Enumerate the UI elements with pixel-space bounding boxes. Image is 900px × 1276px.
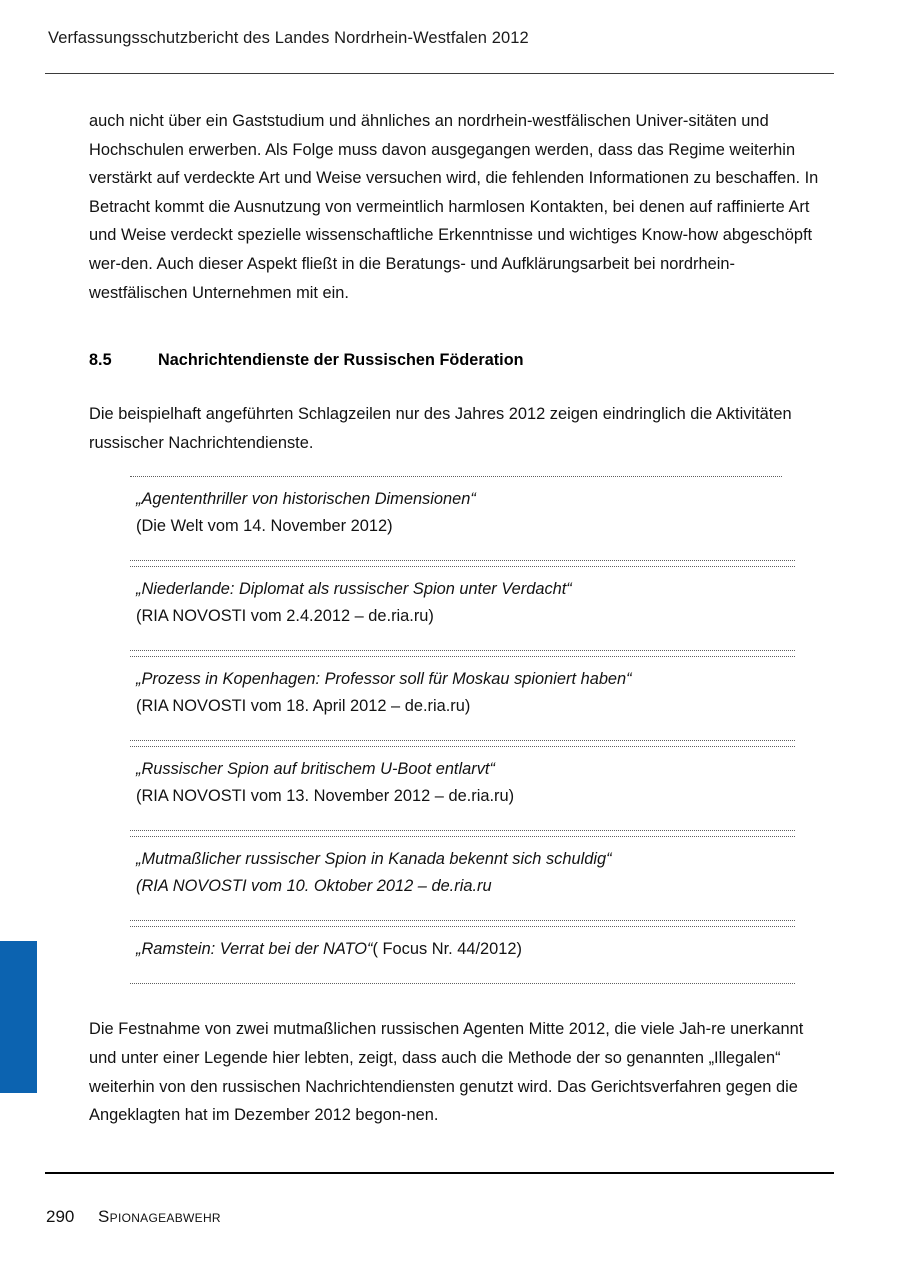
quote-item <box>130 837 795 910</box>
quote-item <box>130 657 795 730</box>
footer-divider-rule <box>45 1172 834 1174</box>
quote-headline: „Prozess in Kopenhagen: Professor soll für Moskau spioniert haben“ <box>136 670 632 689</box>
quote-headline: „Mutmaßlicher russischer Spion in Kanada bekennt sich schuldig“ <box>136 850 612 869</box>
quote-source: (RIA NOVOSTI vom 13. November 2012 – de.ria.ru) <box>136 787 515 806</box>
paragraph-closing: Die Festnahme von zwei mutmaßlichen russischen Agenten Mitte 2012, die viele Jah-re unerkannt und unter einer Legende hier lebten, zeigt, dass auch die Methode der so genannten „Illegalen“ weiterhin von den russischen Nachrichtendiensten genutzt wird. Das Gerichtsverfahren gegen die Angeklagten hat im Dezember 2012 begon-nen. <box>89 1020 804 1125</box>
page-footer <box>46 1207 221 1227</box>
quote-source: ( Focus Nr. 44/2012) <box>372 940 522 959</box>
header-divider-rule <box>45 73 834 74</box>
quote-item <box>130 927 795 973</box>
page-content <box>89 107 833 1130</box>
chapter-color-tab <box>0 941 37 1093</box>
section-title: Nachrichtendienste der Russischen Föderation <box>158 351 524 370</box>
section-number: 8.5 <box>89 351 112 370</box>
quote-headline: „Niederlande: Diplomat als russischer Spion unter Verdacht“ <box>136 580 572 599</box>
section-heading <box>89 351 833 370</box>
quote-source: (Die Welt vom 14. November 2012) <box>136 517 393 536</box>
quote-source: (RIA NOVOSTI vom 2.4.2012 – de.ria.ru) <box>136 607 434 626</box>
paragraph-intro: Die beispielhaft angeführten Schlagzeilen nur des Jahres 2012 zeigen eindringlich die Aktivitäten russischer Nachrichtendienste. <box>89 405 792 452</box>
quote-item <box>130 477 795 550</box>
quote-source: (RIA NOVOSTI vom 10. Oktober 2012 – de.ria.ru <box>136 877 492 896</box>
running-header-title: Verfassungsschutzbericht des Landes Nordrhein-Westfalen 2012 <box>48 29 529 47</box>
quote-headline-row <box>136 936 795 963</box>
paragraph-continuation: auch nicht über ein Gaststudium und ähnliches an nordrhein-westfälischen Univer-sitäten und Hochschulen erwerben. Als Folge muss davon ausgegangen werden, dass das Regime weiterhin verstärkt auf verdeckte Art und Weise versuchen wird, die fehlenden Informationen zu beschaffen. In Betracht kommt die Ausnutzung von vermeintlich harmlosen Kontakten, bei denen auf raffinierte Art und Weise verdeckt spezielle wissenschaftliche Erkenntnisse und wichtiges Know-how abgeschöpft wer-den. Auch dieser Aspekt fließt in die Beratungs- und Aufklärungsarbeit bei nordrhein-westfälischen Unternehmen mit ein. <box>89 112 819 302</box>
footer-section-label: Spionageabwehr <box>98 1207 221 1226</box>
quote-item <box>130 567 795 640</box>
page-number: 290 <box>46 1207 75 1226</box>
quote-headline: „Russischer Spion auf britischem U-Boot entlarvt“ <box>136 760 495 779</box>
quote-headline: „Agententhriller von historischen Dimensionen“ <box>136 490 476 509</box>
quote-headline: „Ramstein: Verrat bei der NATO“ <box>136 940 373 959</box>
quote-source: (RIA NOVOSTI vom 18. April 2012 – de.ria.ru) <box>136 697 471 716</box>
quote-item <box>130 747 795 820</box>
headline-quote-list <box>130 476 795 984</box>
